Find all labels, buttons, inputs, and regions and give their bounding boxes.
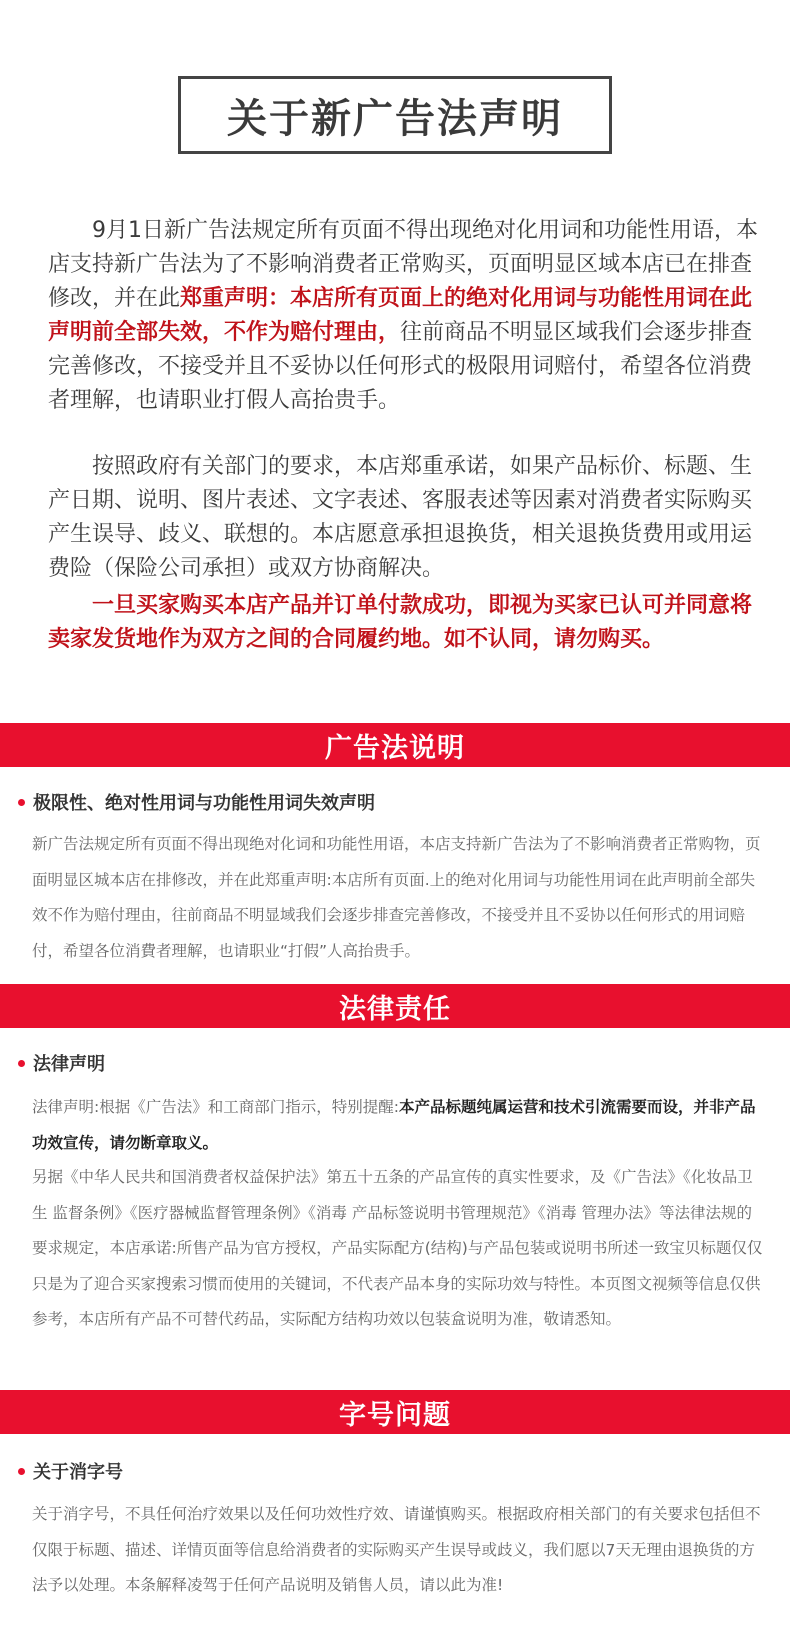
section-body-text: 关于消字号，不具任何治疗效果以及任何功效性疗效、请谨慎购买。根据政府相关部门的有关要求包括但不仅限于标题、描述、详情页面等信息给消费者的实际购买产生误导或歧义，我们愿以7天无理由退换货的方法予以处理。本条解释凌驾于任何产品说明及销售人员，请以此为准! (32, 1505, 761, 1594)
section-heading: 法律责任 (339, 993, 451, 1025)
legal-regulation-body (32, 1160, 764, 1338)
section-heading-band (0, 723, 790, 767)
section-heading-band (0, 1390, 790, 1434)
legal-statement-body (32, 1090, 764, 1161)
bullet-dot-icon (18, 1060, 25, 1067)
section-body (32, 827, 764, 969)
intro-text-part1: 9月1日新广告法规定所有页面不得出现绝对化用词和功能性用语，本店支持新广告法为了不影响消费者正常购买，页面明显区域本店已在排查修改，并在此 (48, 218, 758, 311)
section-subheading (18, 1458, 123, 1484)
intro-paragraph-3 (48, 589, 764, 657)
legal-statement-bold: 本产品标题纯属运营和技术引流需要而设，并非产品功效宣传，请勿断章取义。 (32, 1098, 756, 1152)
section-heading-band (0, 984, 790, 1028)
intro-promise-text: 按照政府有关部门的要求，本店郑重承诺，如果产品标价、标题、生产日期、说明、图片表述、文字表述、客服表述等因素对消费者实际购买产生误导、歧义、联想的。本店愿意承担退换货，相关退换货费用或用运费险（保险公司承担）或双方协商解决。 (48, 454, 753, 581)
bullet-dot-icon (18, 799, 25, 806)
subheading-text: 关于消字号 (33, 1462, 123, 1483)
intro-contract-notice: 一旦买家购买本店产品并订单付款成功，即视为买家已认可并同意将卖家发货地作为双方之间的合同履约地。如不认同，请勿购买。 (48, 593, 753, 652)
legal-statement-normal: 法律声明:根据《广告法》和工商部门指示，特别提醒: (32, 1098, 399, 1116)
section-subheading (18, 1050, 105, 1076)
section-heading: 广告法说明 (325, 732, 465, 764)
intro-paragraph-1 (48, 214, 764, 418)
subheading-text: 极限性、绝对性用词与功能性用词失效声明 (33, 793, 375, 814)
intro-paragraph-2 (48, 450, 764, 586)
section-heading: 字号问题 (339, 1399, 451, 1431)
announcement-title-box (178, 76, 612, 154)
section-subheading (18, 789, 375, 815)
intro-red-declaration: 郑重声明：本店所有页面上的绝对化用词与功能性用词在此声明前全部失效，不作为赔付理由， (48, 286, 753, 345)
subheading-text: 法律声明 (33, 1054, 105, 1075)
page-title: 关于新广告法声明 (227, 95, 563, 142)
legal-regulation-text: 另据《中华人民共和国消费者权益保护法》第五十五条的产品宣传的真实性要求，及《广告法》《化妆品卫生 监督条例》《医疗器械监督管理条例》《消毒 产品标签说明书管理规范》《消毒 管理办法》等法律法规的要求规定，本店承诺:所售产品为官方授权，产品实际配方(结构)与产品包装或说明书所述一致宝贝标题仅仅只是为了迎合买家搜索习惯而使用的关键词，不代表产品本身的实际功效与特性。本页图文视频等信息仅供参考，本店所有产品不可替代药品，实际配方结构功效以包装盒说明为准，敬请悉知。 (32, 1168, 763, 1328)
section-body (32, 1497, 764, 1604)
bullet-dot-icon (18, 1468, 25, 1475)
intro-text-part2: 往前商品不明显区域我们会逐步排查完善修改，不接受并且不妥协以任何形式的极限用词赔付，希望各位消费者理解，也请职业打假人高抬贵手。 (48, 320, 753, 413)
section-body-text: 新广告法规定所有页面不得出现绝对化词和功能性用语，本店支持新广告法为了不影响消费者正常购物，页面明显区城本店在排修改，并在此郑重声明:本店所有页面.上的绝对化用词与功能性用词在此声明前全部失效不作为赔付理由，往前商品不明显域我们会逐步排查完善修改，不接受并且不妥协以任何形式的用词赔付，希望各位消費者理解，也请职业“打假”人高抬贵手。 (32, 835, 761, 960)
